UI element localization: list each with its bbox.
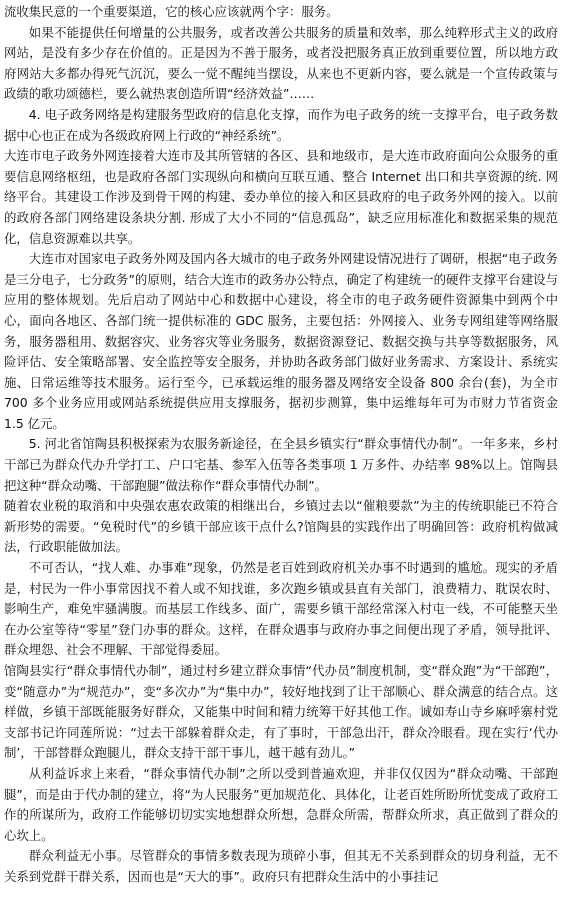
paragraph-7: 随着农业税的取消和中央强农惠农政策的相继出台，乡镇过去以“催粮要款”为主的传统职能已不符合新形势的需要。“免税时代”的乡镇干部应该干点什么?馆陶县的实践作出了明确回答：政府机构做减法，行政职能做加法。 [4, 498, 558, 555]
paragraph-11: 群众利益无小事。尽管群众的事情多数表现为琐碎小事，但其无不关系到群众的切身利益，无不关系到党群干群关系，因而也是“天大的事”。政府只有把群众生活中的小事挂记 [4, 848, 558, 884]
paragraph-6: 5. 河北省馆陶县积极探索为农服务新途径，在全县乡镇实行“群众事情代办制”。一年多来，乡村干部已为群众代办升学打工、户口宅基、参军入伍等各类事项 1 万多件、办结率 98%以上。馆陶县把这种“群众动嘴、干部跑腿”做法称作“群众事情代办制”。 [4, 436, 558, 493]
paragraph-5: 大连市对国家电子政务外网及国内各大城市的电子政务外网建设情况进行了调研，根据“电子政务是三分电子，七分政务”的原则，结合大连市的政务办公特点，确定了构建统一的硬件支撑平台建设与应用的整体规划。先后启动了网站中心和数据中心建设，将全市的电子政务硬件资源集中到两个中心，面向各地区、各部门统一提供标准的 GDC 服务，主要包括：外网接入、业务专网组建等网络服务，服务器租用、数据容灾、业务容灾等业务服务，数据资源登记、数据交换与共享等数据服务，风险评估、安全策略部署、安全监控等安全服务，并协助各政务部门做好业务需求、方案设计、系统实施、日常运维等技术服务。运行至今，已承载运维的服务器及网络安全设备 800 余台(套)，为全市 700 多个业务应用或网站系统提供应用支撑服务，据初步测算，集中运维每年可为市财力节省资金 1.5 亿元。 [4, 251, 558, 431]
paragraph-8: 不可否认，“找人难、办事难”现象，仍然是老百姓到政府机关办事不时遇到的尴尬。现实的矛盾是，村民为一件小事常因找不着人或不知找谁，多次跑乡镇或县直有关部门，浪费精力、耽误农时、影响生产，难免牢骚满腹。而基层工作线多、面广，需要乡镇干部经常深入村屯一线，不可能整天坐在办公室等待“零星”登门办事的群众。这样，在群众遇事与政府办事之间便出现了矛盾，领导批评、群众埋怨、社会不理解、干部觉得委屈。 [4, 560, 558, 658]
paragraph-3: 4. 电子政务网络是构建服务型政府的信息化支撑，而作为电子政务的统一支撑平台，电子政务数据中心也正在成为各级政府网上行政的“神经系统”。 [4, 106, 558, 143]
paragraph-4: 大连市电子政务外网连接着大连市及其所管辖的各区、县和地级市，是大连市政府面向公众服务的重要信息网络枢纽，也是政府各部门实现纵向和横向互联互通、整合 Internet 出口和共享资源的统. 网络平台。其建设工作涉及到骨干网的构建、委办单位的接入和区县政府的电子政务外网的接入。以前的政府各部门网络建设条块分割. 形成了大小不同的“信息孤岛”，缺乏应用标准化和数据采集的规范化，信息资源难以共享。 [4, 148, 558, 246]
paragraph-10: 从利益诉求上来看，“群众事情代办制”之所以受到普遍欢迎，并非仅仅因为“群众动嘴、干部跑腿”，而是由于代办制的建立，将“为人民服务”更加规范化、具体化，让老百姓所盼所忧变成了政府工作的所谋所为，政府工作能够切切实实地想群众所想，急群众所需，帮群众所求，真正做到了群众的心坎上。 [4, 765, 558, 843]
paragraph-9: 馆陶县实行“群众事情代办制”，通过村乡建立群众事情“代办员”制度机制，变“群众跑”为“干部跑”，变“随意办”为“规范办”，变“多次办”为“集中办”，较好地找到了让干部顺心、群众满意的结合点。这样做，乡镇干部既能服务好群众，又能集中时间和精力统筹干好其他工作。诚如寿山寺乡麻呼寨村党支部书记许同莲所说：“过去干部躲着群众走，有了事时，干部急出汗，群众冷眼看。现在实行‘代办制’，干部替群众跑腿儿，群众支持干部干事儿，越干越有劲儿。” [4, 663, 558, 761]
paragraph-1: 流收集民意的一个重要渠道，它的核心应该就两个字：服务。 [4, 4, 339, 19]
paragraph-2: 如果不能提供任何增量的公共服务，或者改善公共服务的质量和效率，那么纯粹形式主义的政府网站，是没有多少存在价值的。正是因为不善于服务，或者没把服务真正放到重要位置，所以地方政府网站大多都办得死气沉沉，要么一觉不醒纯当摆设，从来也不更新内容，要么就是一个宣传政策与政绩的歌功颂德栏，要么就热衷创造所谓“经济效益”…… [4, 24, 558, 102]
